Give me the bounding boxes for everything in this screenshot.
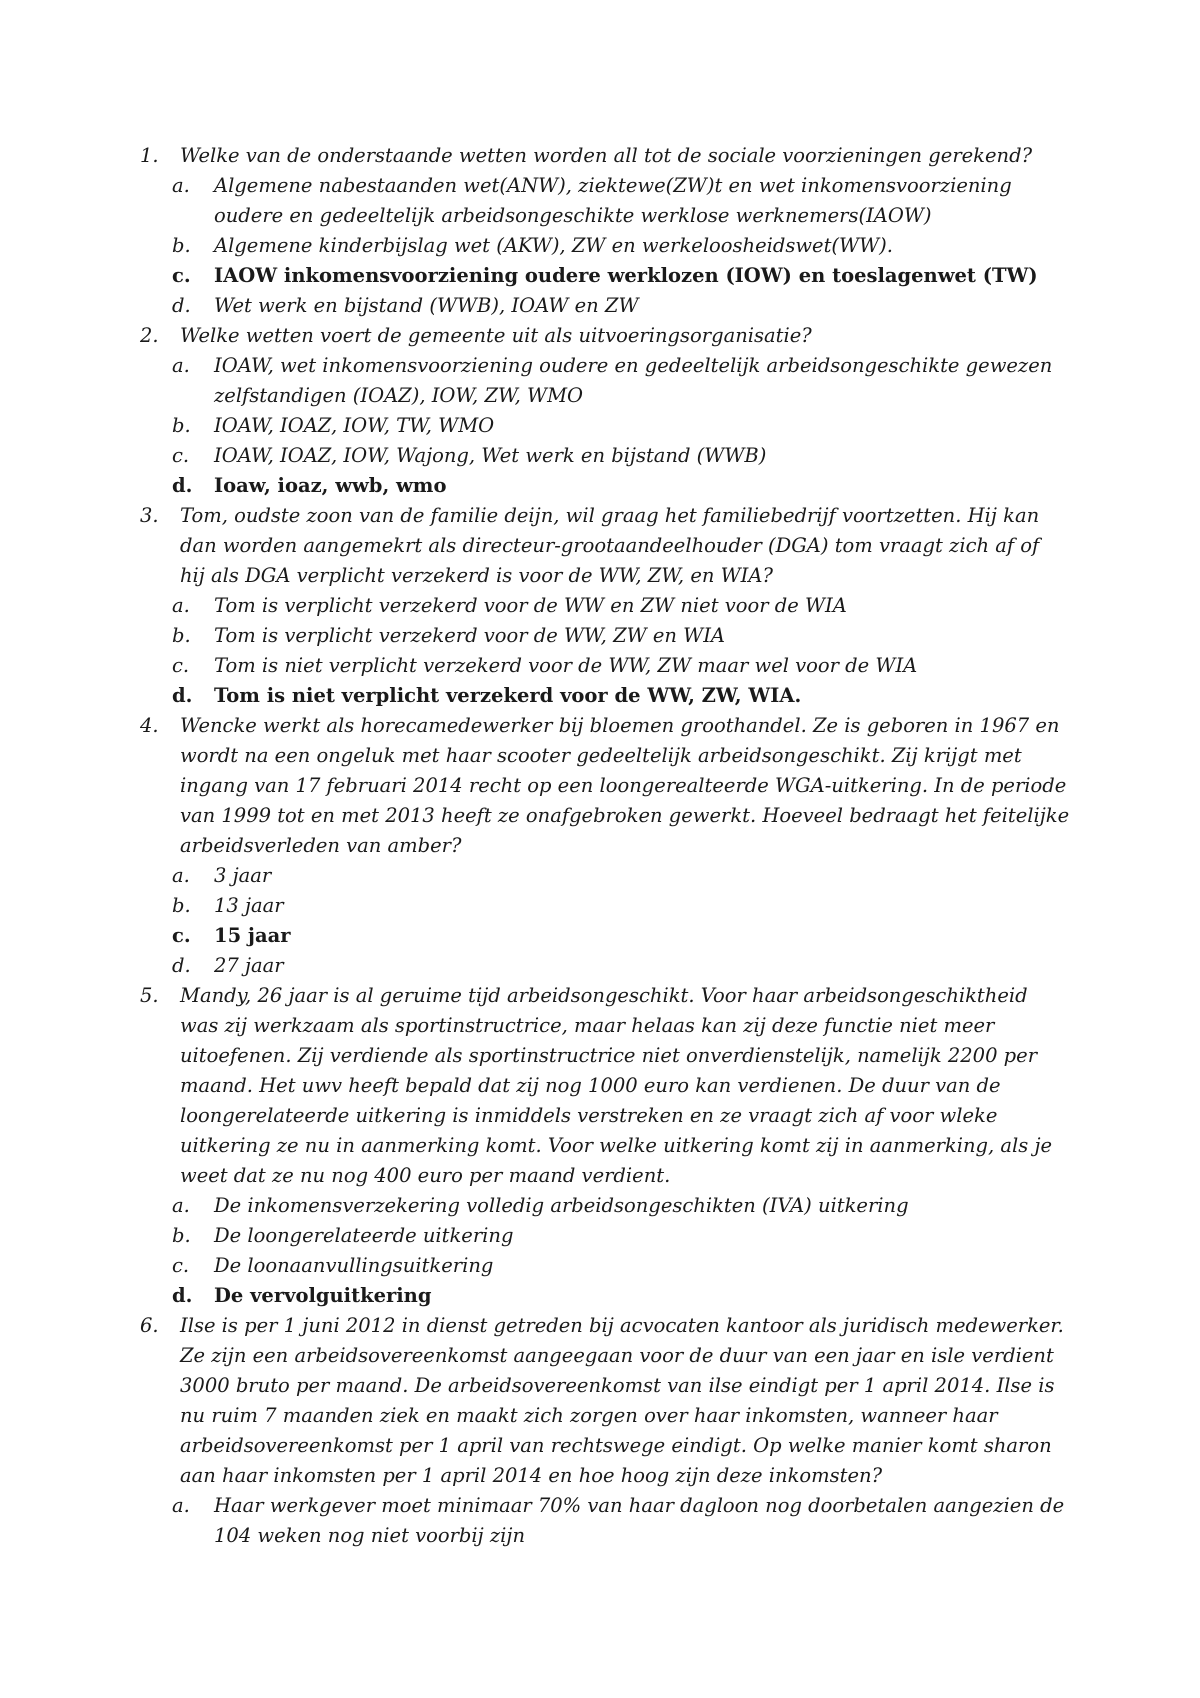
answer-option <box>140 351 1070 411</box>
option-letter: d. <box>172 294 191 317</box>
option-text: 13 jaar <box>214 894 284 917</box>
question-text: Ilse is per 1 juni 2012 in dienst getreden bij acvocaten kantoor als juridisch medewerker. Ze zijn een arbeidsovereenkomst aangeegaan voor de duur van een jaar en isle verdient 3000 bruto per maand. De arbeidsovereenkomst van ilse eindigt per 1 april 2014. Ilse is nu ruim 7 maanden ziek en maakt zich zorgen over haar inkomsten, wanneer haar arbeidsovereenkomst per 1 april van rechtswege eindigt. Op welke manier komt sharon aan haar inkomsten per 1 april 2014 en hoe hoog zijn deze inkomsten? <box>180 1314 1064 1487</box>
answer-options <box>140 1191 1070 1311</box>
option-letter: a. <box>172 1194 190 1217</box>
question-body <box>180 981 1070 1191</box>
question-2 <box>140 321 1070 351</box>
answer-option <box>140 171 1070 231</box>
answer-option <box>140 1491 1070 1551</box>
answer-options <box>140 591 1070 711</box>
option-text: Tom is verplicht verzekerd voor de WW, ZW en WIA <box>214 624 725 647</box>
option-text: IAOW inkomensvoorziening oudere werklozen (IOW) en toeslagenwet (TW) <box>214 264 1038 287</box>
answer-option <box>140 441 1070 471</box>
answer-option <box>140 231 1070 261</box>
option-letter: c. <box>172 264 191 287</box>
option-text: Tom is niet verplicht verzekerd voor de WW, ZW maar wel voor de WIA <box>214 654 918 677</box>
option-text: IOAW, IOAZ, IOW, TW, WMO <box>214 414 495 437</box>
option-letter: c. <box>172 444 190 467</box>
option-letter: d. <box>172 1284 193 1307</box>
answer-option <box>140 891 1070 921</box>
option-text: De loongerelateerde uitkering <box>214 1224 514 1247</box>
option-letter: b. <box>172 624 191 647</box>
question-text: Welke van de onderstaande wetten worden all tot de sociale voorzieningen gerekend? <box>180 144 1033 167</box>
option-text: 27 jaar <box>214 954 284 977</box>
option-letter: a. <box>172 594 190 617</box>
option-letter: c. <box>172 924 191 947</box>
option-letter: b. <box>172 894 191 917</box>
question-body <box>180 711 1070 861</box>
option-letter: b. <box>172 414 191 437</box>
answer-option-correct <box>140 261 1070 291</box>
answer-option <box>140 1221 1070 1251</box>
question-number: 6. <box>140 1314 159 1337</box>
option-text: De vervolguitkering <box>214 1284 432 1307</box>
option-text: IOAW, wet inkomensvoorziening oudere en gedeeltelijk arbeidsongeschikte gewezen zelfstandigen (IOAZ), IOW, ZW, WMO <box>214 354 1053 407</box>
answer-options <box>140 351 1070 501</box>
option-text: Algemene nabestaanden wet(ANW), ziektewe(ZW)t en wet inkomensvoorziening oudere en gedeeltelijk arbeidsongeschikte werklose werknemers(IAOW) <box>214 174 1012 227</box>
question-number: 3. <box>140 504 159 527</box>
option-text: De loonaanvullingsuitkering <box>214 1254 494 1277</box>
question-6 <box>140 1311 1070 1491</box>
option-text: Wet werk en bijstand (WWB), IOAW en ZW <box>214 294 639 317</box>
question-number: 2. <box>140 324 159 347</box>
option-letter: b. <box>172 1224 191 1247</box>
option-letter: c. <box>172 1254 190 1277</box>
answer-option <box>140 951 1070 981</box>
answer-option <box>140 861 1070 891</box>
question-text: Mandy, 26 jaar is al geruime tijd arbeidsongeschikt. Voor haar arbeidsongeschiktheid was zij werkzaam als sportinstructrice, maar helaas kan zij deze functie niet meer uitoefenen. Zij verdiende als sportinstructrice niet onverdienstelijk, namelijk 2200 per maand. Het uwv heeft bepald dat zij nog 1000 euro kan verdienen. De duur van de loongerelateerde uitkering is inmiddels verstreken en ze vraagt zich af voor wleke uitkering ze nu in aanmerking komt. Voor welke uitkering komt zij in aanmerking, als je weet dat ze nu nog 400 euro per maand verdient. <box>180 984 1053 1187</box>
answer-options <box>140 1491 1070 1551</box>
question-body <box>180 141 1070 171</box>
question-body <box>180 501 1070 591</box>
question-number: 4. <box>140 714 159 737</box>
answer-options <box>140 861 1070 981</box>
option-text: 15 jaar <box>214 924 291 947</box>
option-letter: a. <box>172 354 190 377</box>
option-letter: c. <box>172 654 190 677</box>
question-number: 1. <box>140 144 159 167</box>
answer-option <box>140 591 1070 621</box>
question-5 <box>140 981 1070 1191</box>
answer-option <box>140 1251 1070 1281</box>
option-letter: a. <box>172 1494 190 1517</box>
option-text: Tom is verplicht verzekerd voor de WW en ZW niet voor de WIA <box>214 594 847 617</box>
answer-option-correct <box>140 681 1070 711</box>
question-number: 5. <box>140 984 159 1007</box>
option-text: Haar werkgever moet minimaar 70% van haar dagloon nog doorbetalen aangezien de 104 weken nog niet voorbij zijn <box>214 1494 1065 1547</box>
option-text: Tom is niet verplicht verzekerd voor de WW, ZW, WIA. <box>214 684 802 707</box>
answer-option <box>140 291 1070 321</box>
question-text: Wencke werkt als horecamedewerker bij bloemen groothandel. Ze is geboren in 1967 en wordt na een ongeluk met haar scooter gedeeltelijk arbeidsongeschikt. Zij krijgt met ingang van 17 februari 2014 recht op een loongerealteerde WGA-uitkering. In de periode van 1999 tot en met 2013 heeft ze onafgebroken gewerkt. Hoeveel bedraagt het feitelijke arbeidsverleden van amber? <box>180 714 1070 857</box>
answer-option <box>140 621 1070 651</box>
question-body <box>180 1311 1070 1491</box>
question-3 <box>140 501 1070 591</box>
option-letter: a. <box>172 864 190 887</box>
answer-option-correct <box>140 1281 1070 1311</box>
question-body <box>180 321 1070 351</box>
option-letter: d. <box>172 684 193 707</box>
question-4 <box>140 711 1070 861</box>
option-text: De inkomensverzekering volledig arbeidsongeschikten (IVA) uitkering <box>214 1194 909 1217</box>
option-text: Ioaw, ioaz, wwb, wmo <box>214 474 447 497</box>
option-text: Algemene kinderbijslag wet (AKW), ZW en werkeloosheidswet(WW). <box>214 234 893 257</box>
option-letter: d. <box>172 474 193 497</box>
answer-option <box>140 651 1070 681</box>
answer-options <box>140 171 1070 321</box>
question-1 <box>140 141 1070 171</box>
option-letter: b. <box>172 234 191 257</box>
answer-option <box>140 411 1070 441</box>
answer-option <box>140 1191 1070 1221</box>
answer-option-correct <box>140 471 1070 501</box>
question-text: Tom, oudste zoon van de familie deijn, wil graag het familiebedrijf voortzetten. Hij kan dan worden aangemekrt als directeur-grootaandeelhouder (DGA) tom vraagt zich af of hij als DGA verplicht verzekerd is voor de WW, ZW, en WIA? <box>180 504 1040 587</box>
answer-option-correct <box>140 921 1070 951</box>
option-letter: a. <box>172 174 190 197</box>
option-letter: d. <box>172 954 191 977</box>
question-text: Welke wetten voert de gemeente uit als uitvoeringsorganisatie? <box>180 324 812 347</box>
option-text: IOAW, IOAZ, IOW, Wajong, Wet werk en bijstand (WWB) <box>214 444 767 467</box>
option-text: 3 jaar <box>214 864 272 887</box>
question-list <box>140 141 1070 1551</box>
